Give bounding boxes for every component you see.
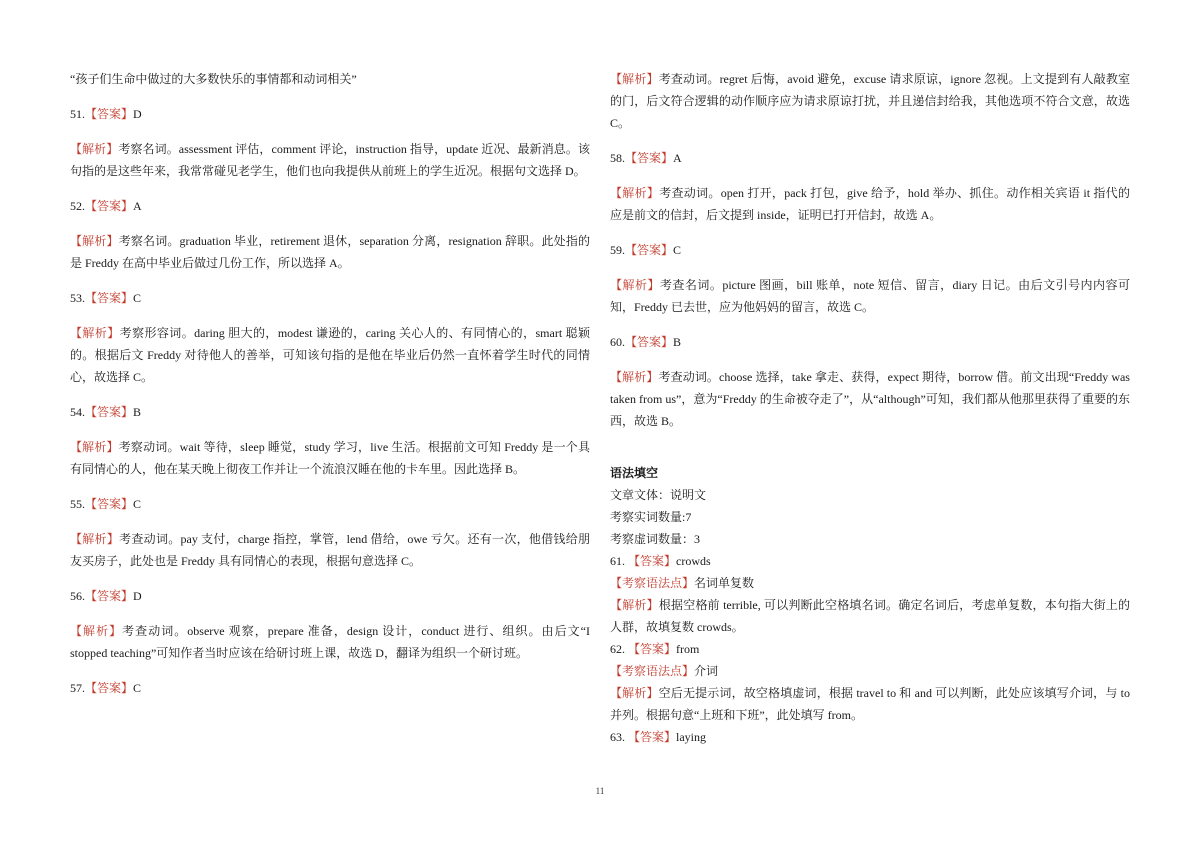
answer-60: 60.【答案】B [610, 335, 682, 349]
left-column [70, 68, 590, 699]
answer-54: 54.【答案】B [70, 405, 142, 419]
explanation-58: 【解析】考查动词。open 打开，pack 打包，give 给予，hold 举办、抓住。动作相关宾语 it 指代的应是前文的信封，后文提到 inside，证明已打开信封，故选 A。 [610, 186, 1130, 222]
answer-57: 57.【答案】C [70, 681, 142, 695]
intro-quote: “孩子们生命中做过的大多数快乐的事情都和动词相关” [70, 72, 357, 86]
right-column [610, 68, 1130, 748]
answer-58: 58.【答案】A [610, 151, 682, 165]
explanation-59: 【解析】考查名词。picture 图画，bill 账单，note 短信、留言，diary 日记。由后文引号内内容可知，Freddy 已去世，应为他妈妈的留言，故选 C。 [610, 278, 1130, 314]
explanation-53: 【解析】考察形容词。daring 胆大的，modest 谦逊的，caring 关心人的、有同情心的，smart 聪颖的。根据后文 Freddy 对待他人的善举，可知该句指的是他在毕业后仍然一直怀着学生时代的同情心，故选择 C。 [70, 326, 590, 384]
meta-content-words: 考察实词数量:7 [610, 510, 692, 524]
explanation-62: 【解析】空后无提示词，故空格填虚词，根据 travel to 和 and 可以判断，此处应该填写介词，与 to 并列。根据句意“上班和下班”，此处填写 from。 [610, 686, 1130, 722]
section-title: 语法填空 [610, 466, 659, 480]
answer-53: 53.【答案】C [70, 291, 142, 305]
grammar-point-62: 【考察语法点】介词 [610, 664, 719, 678]
explanation-52: 【解析】考察名词。graduation 毕业，retirement 退休，separation 分离，resignation 辞职。此处指的是 Freddy 在高中毕业后做过几份工作，所以选择 A。 [70, 234, 590, 270]
explanation-56: 【解析】考查动词。observe 观察，prepare 准备，design 设计，conduct 进行、组织。由后文“I stopped teaching”可知作者当时应该在给研讨班上课，故选 D，翻译为组织一个研讨班。 [70, 624, 590, 660]
answer-61: 61. 【答案】crowds [610, 554, 711, 568]
answer-62: 62. 【答案】from [610, 642, 700, 656]
grammar-point-61: 【考察语法点】名词单复数 [610, 576, 755, 590]
answer-59: 59.【答案】C [610, 243, 682, 257]
meta-genre: 文章文体：说明文 [610, 488, 707, 502]
page-number: 11 [595, 786, 605, 796]
explanation-61: 【解析】根据空格前 terrible, 可以判断此空格填名词。确定名词后，考虑单复数，本句指大街上的人群，故填复数 crowds。 [610, 598, 1130, 634]
explanation-55: 【解析】考查动词。pay 支付，charge 指控，掌管，lend 借给，owe 亏欠。还有一次，他借钱给朋友买房子，此处也是 Freddy 具有同情心的表现，根据句意选择 C。 [70, 532, 590, 568]
answer-55: 55.【答案】C [70, 497, 142, 511]
answer-63: 63. 【答案】laying [610, 730, 707, 744]
answer-56: 56.【答案】D [70, 589, 142, 603]
explanation-54: 【解析】考察动词。wait 等待，sleep 睡觉，study 学习，live 生活。根据前文可知 Freddy 是一个具有同情心的人，他在某天晚上彻夜工作并让一个流浪汉睡在他的卡车里。因此选择 B。 [70, 440, 590, 476]
meta-function-words: 考察虚词数量：3 [610, 532, 701, 546]
explanation-51: 【解析】考察名词。assessment 评估，comment 评论，instruction 指导，update 近况、最新消息。该句指的是这些年来，我常常碰见老学生，他们也向我提供从前班上的学生近况。根据句文选择 D。 [70, 142, 590, 178]
explanation-57: 【解析】考查动词。regret 后悔，avoid 避免，excuse 请求原谅，ignore 忽视。上文提到有人敲教室的门，后文符合逻辑的动作顺序应为请求原谅打扰，并且递信封给我，其他选项不符合文意，故选 C。 [610, 72, 1130, 130]
explanation-60: 【解析】考查动词。choose 选择，take 拿走、获得，expect 期待，borrow 借。前文出现“Freddy was taken from us”，意为“Freddy 的生命被夺走了”，从“although”可知，我们都从他那里获得了重要的东西，故选 B。 [610, 370, 1130, 428]
answer-51: 51.【答案】D [70, 107, 142, 121]
answer-52: 52.【答案】A [70, 199, 142, 213]
